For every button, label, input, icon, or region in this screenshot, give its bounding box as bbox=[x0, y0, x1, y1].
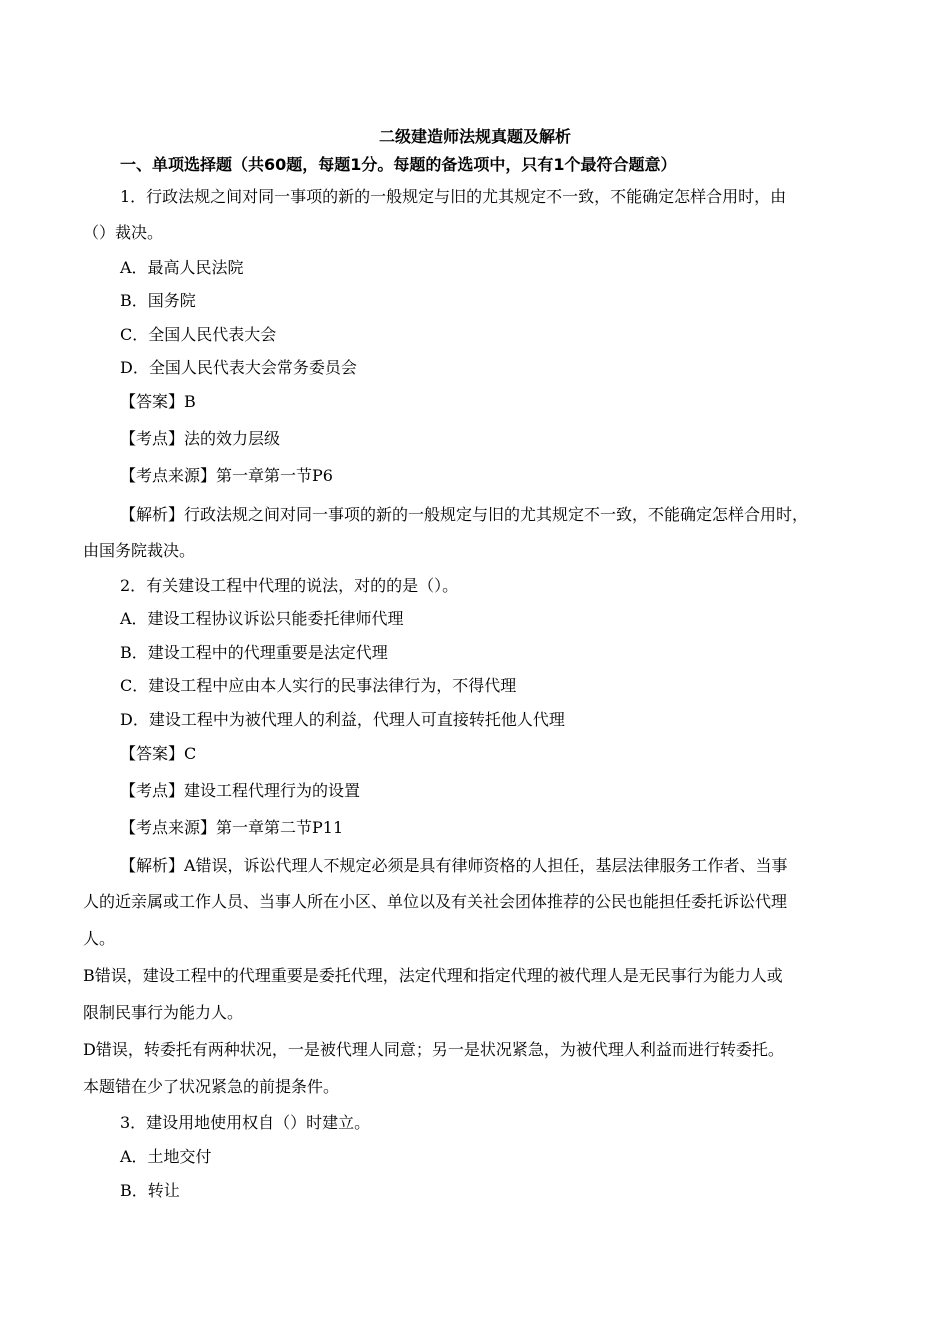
section-heading: 一、单项选择题（共60题，每题1分。每题的备选项中，只有1个最符合题意） bbox=[120, 155, 677, 174]
q3-option-b: B．转让 bbox=[120, 1181, 180, 1200]
q2-point: 【考点】建设工程代理行为的设置 bbox=[120, 781, 361, 800]
q1-source: 【考点来源】第一章第一节P6 bbox=[120, 466, 333, 485]
q1-option-c: C．全国人民代表大会 bbox=[120, 325, 277, 344]
q2-analysis-line5: 限制民事行为能力人。 bbox=[83, 1003, 244, 1022]
q2-analysis-line4: B错误，建设工程中的代理重要是委托代理，法定代理和指定代理的被代理人是无民事行为能力人或 bbox=[83, 966, 783, 985]
document-title: 二级建造师法规真题及解析 bbox=[378, 127, 571, 146]
q2-analysis-line1: 【解析】A错误，诉讼代理人不规定必须是具有律师资格的人担任，基层法律服务工作者、当事 bbox=[120, 856, 788, 875]
q2-source: 【考点来源】第一章第二节P11 bbox=[120, 818, 344, 837]
q2-analysis-line7: 本题错在少了状况紧急的前提条件。 bbox=[83, 1077, 340, 1096]
q1-option-d: D．全国人民代表大会常务委员会 bbox=[120, 358, 357, 377]
q2-analysis-line6: D错误，转委托有两种状况，一是被代理人同意；另一是状况紧急，为被代理人利益而进行转委托。 bbox=[83, 1040, 784, 1059]
q2-option-d: D．建设工程中为被代理人的利益，代理人可直接转托他人代理 bbox=[120, 710, 565, 729]
q2-option-a: A．建设工程协议诉讼只能委托律师代理 bbox=[120, 609, 404, 628]
q1-answer: 【答案】B bbox=[120, 392, 196, 411]
q1-analysis-line1: 【解析】行政法规之间对同一事项的新的一般规定与旧的尤其规定不一致，不能确定怎样合用时， bbox=[120, 505, 809, 524]
q1-analysis-line2: 由国务院裁决。 bbox=[83, 541, 196, 560]
q2-option-c: C．建设工程中应由本人实行的民事法律行为，不得代理 bbox=[120, 676, 517, 695]
q2-stem: 2．有关建设工程中代理的说法，对的的是（）。 bbox=[120, 576, 459, 595]
q1-point: 【考点】法的效力层级 bbox=[120, 429, 281, 448]
q1-option-b: B．国务院 bbox=[120, 291, 196, 310]
q1-option-a: A．最高人民法院 bbox=[120, 258, 244, 277]
q2-answer: 【答案】C bbox=[120, 744, 197, 763]
q1-stem-line2: （）裁决。 bbox=[83, 223, 164, 242]
q3-option-a: A．土地交付 bbox=[120, 1147, 212, 1166]
q2-option-b: B．建设工程中的代理重要是法定代理 bbox=[120, 643, 388, 662]
q3-stem: 3．建设用地使用权自（）时建立。 bbox=[120, 1113, 371, 1132]
q1-stem-line1: 1．行政法规之间对同一事项的新的一般规定与旧的尤其规定不一致，不能确定怎样合用时，由 bbox=[120, 187, 787, 206]
q2-analysis-line2: 人的近亲属或工作人员、当事人所在小区、单位以及有关社会团体推荐的公民也能担任委托诉讼代理 bbox=[83, 892, 788, 911]
q2-analysis-line3: 人。 bbox=[83, 929, 116, 948]
